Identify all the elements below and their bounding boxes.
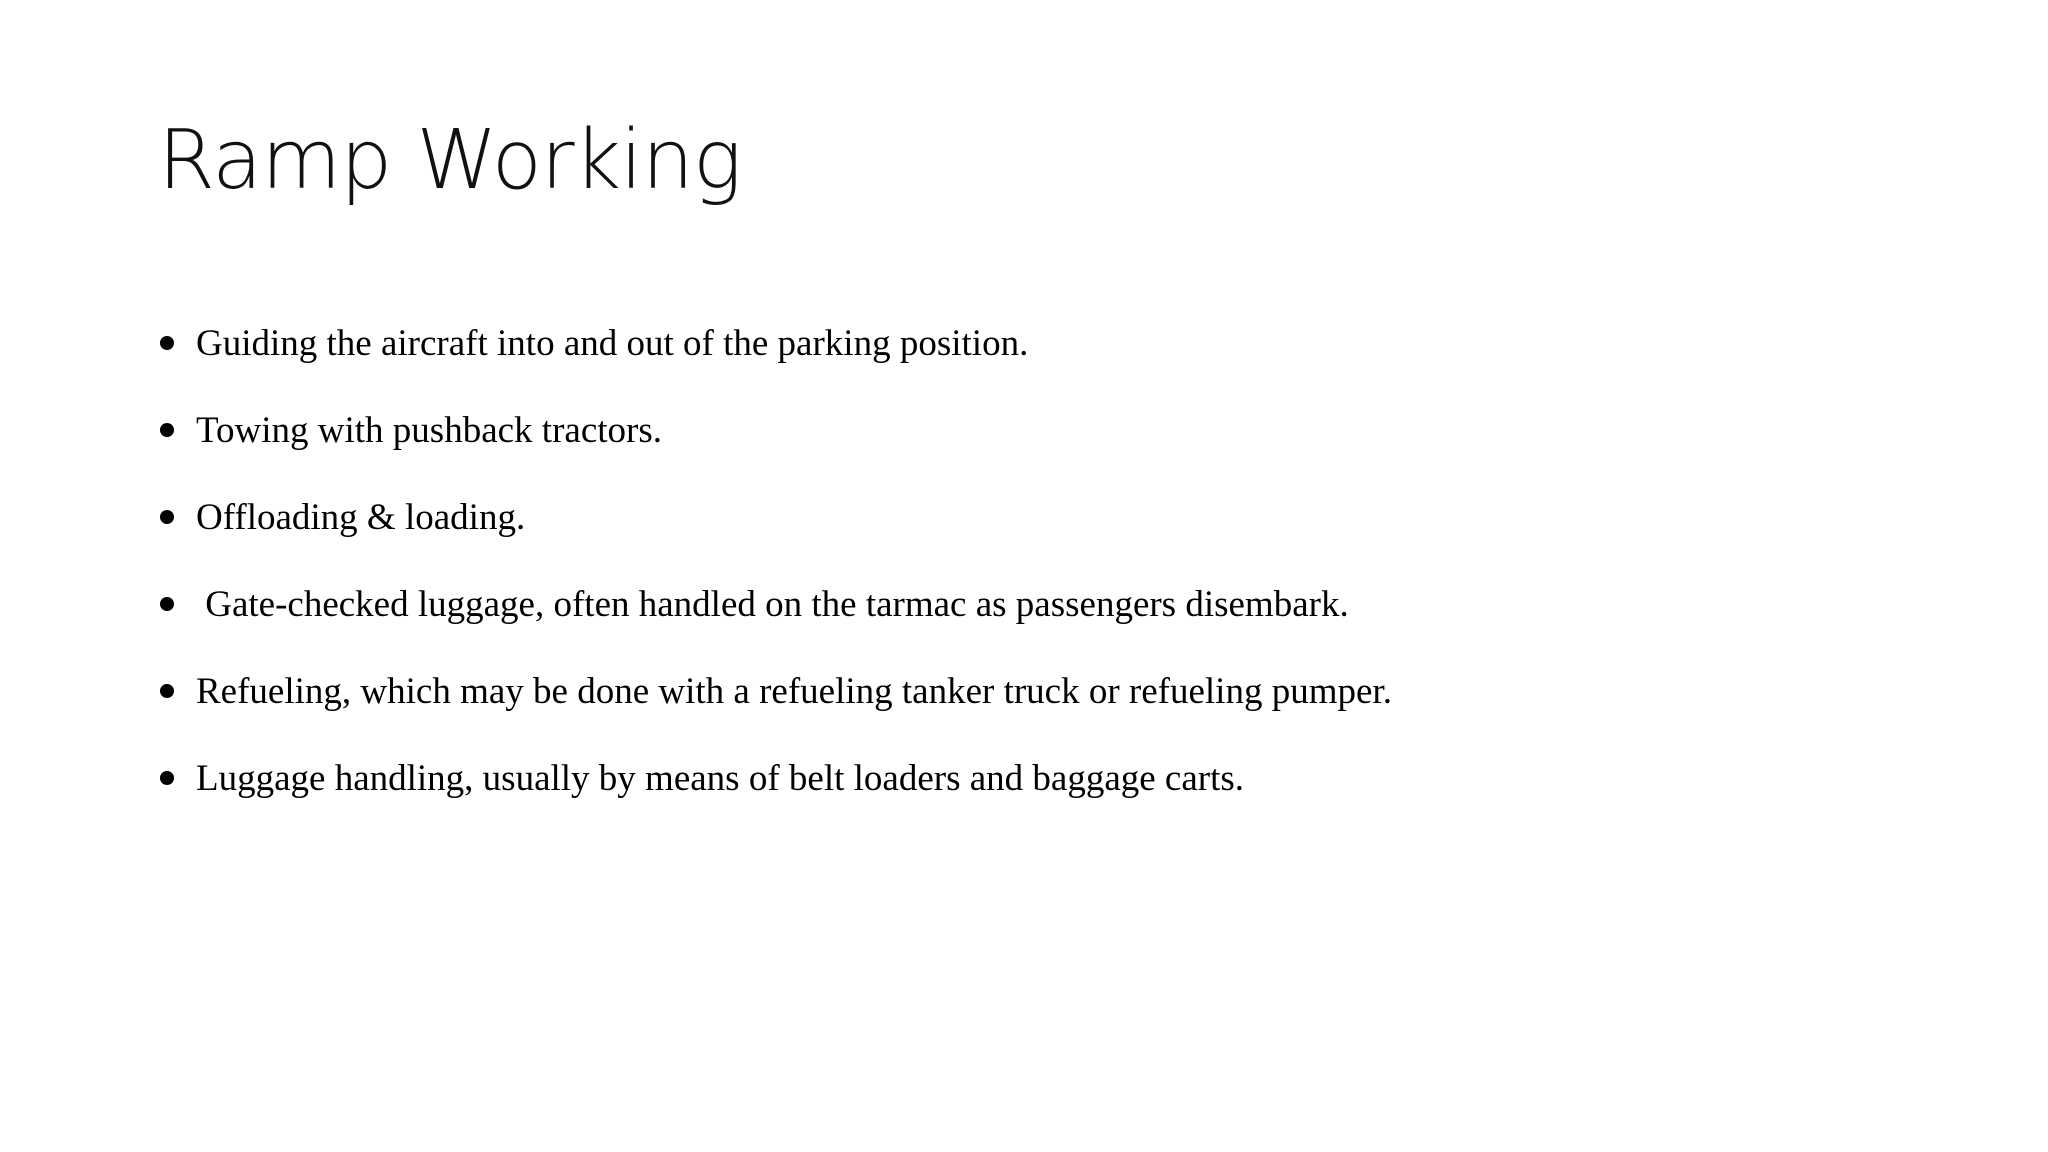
list-item <box>158 670 1958 757</box>
bullet-icon <box>160 336 174 350</box>
bullet-list <box>158 322 1958 844</box>
bullet-text: Refueling, which may be done with a refueling tanker truck or refueling pumper. <box>196 671 1392 712</box>
bullet-text: Guiding the aircraft into and out of the parking position. <box>196 323 1029 364</box>
bullet-icon <box>160 510 174 524</box>
slide-title: Ramp Working <box>158 113 742 208</box>
bullet-text: Offloading & loading. <box>196 497 526 538</box>
list-item <box>158 583 1958 670</box>
bullet-text: Gate-checked luggage, often handled on the tarmac as passengers disembark. <box>196 584 1349 625</box>
bullet-icon <box>160 771 174 785</box>
bullet-icon <box>160 423 174 437</box>
bullet-icon <box>160 684 174 698</box>
list-item <box>158 757 1958 844</box>
list-item <box>158 496 1958 583</box>
list-item <box>158 322 1958 409</box>
bullet-text: Towing with pushback tractors. <box>196 410 662 451</box>
list-item <box>158 409 1958 496</box>
bullet-icon <box>160 597 174 611</box>
bullet-text: Luggage handling, usually by means of belt loaders and baggage carts. <box>196 758 1245 799</box>
